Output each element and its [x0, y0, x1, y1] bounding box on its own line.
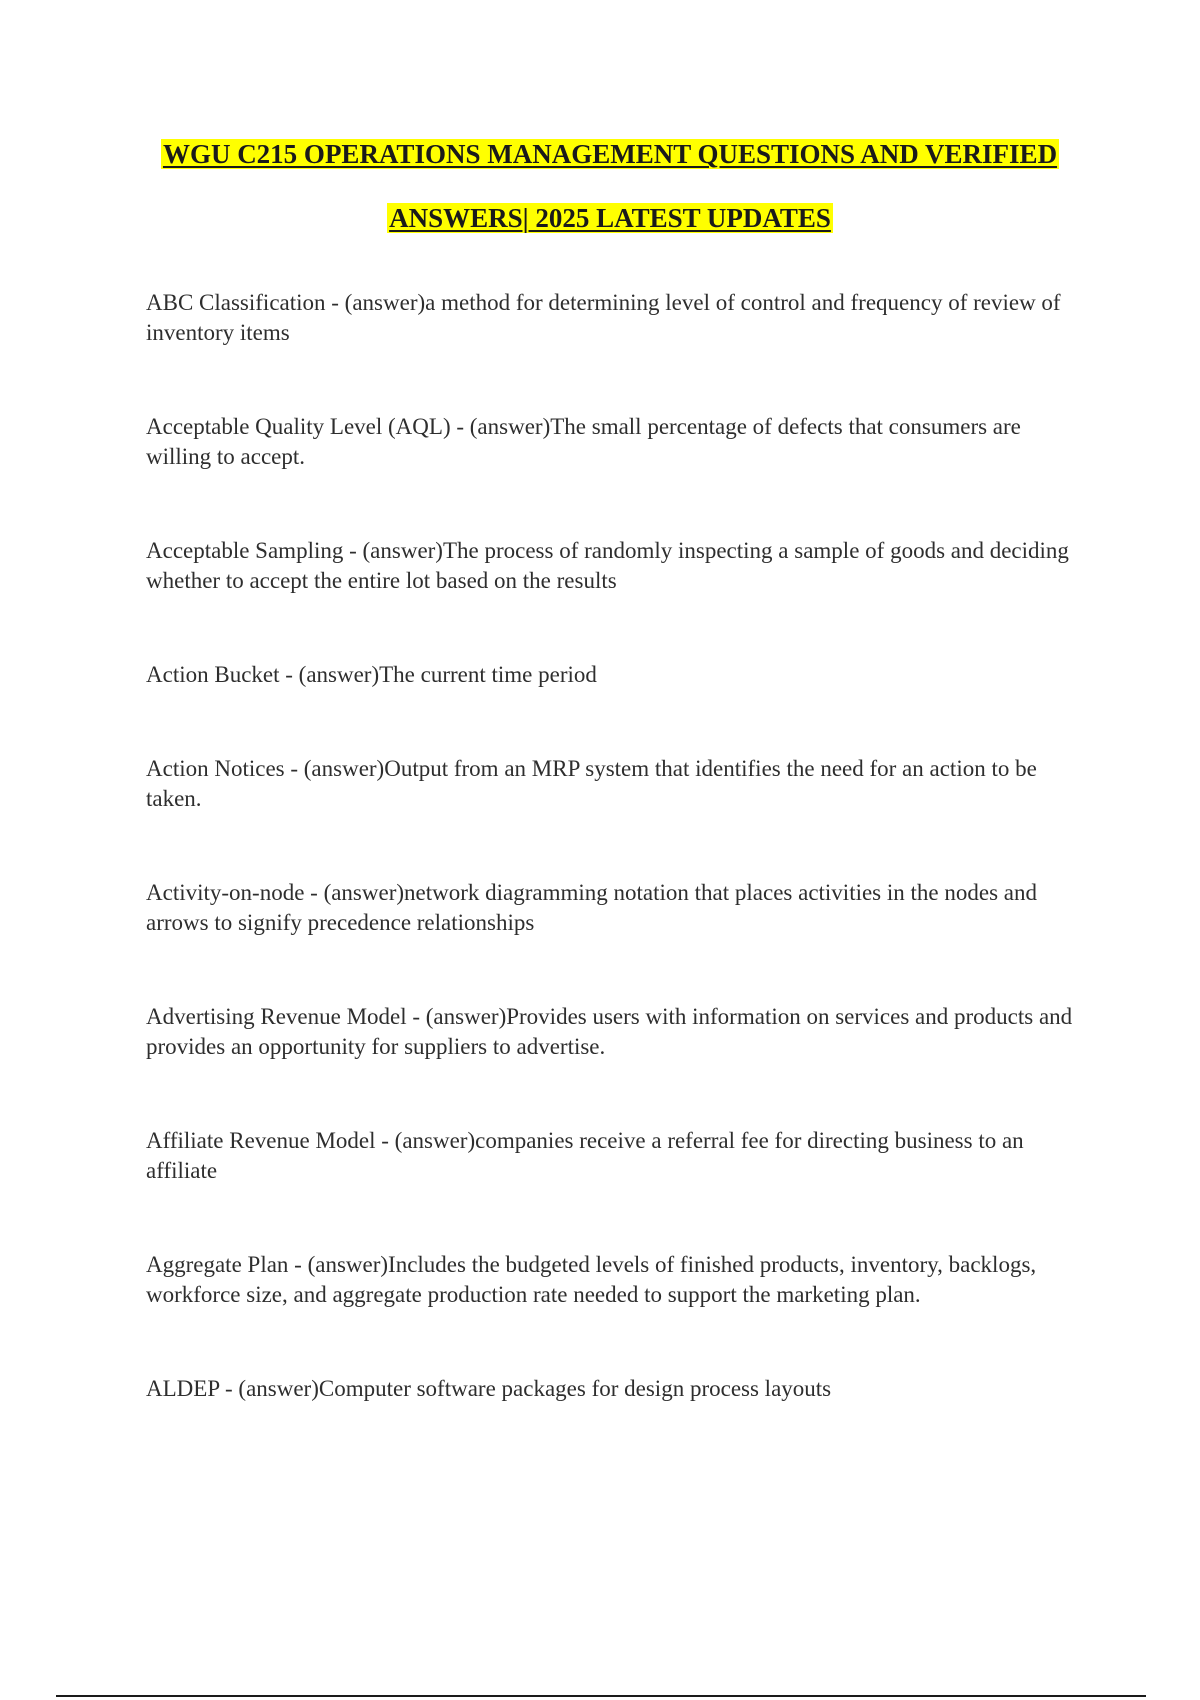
title-line-2	[130, 202, 1090, 234]
definition-entry: ABC Classification - (answer)a method for determining level of control and frequency of review of inventory items	[146, 290, 1061, 345]
definition-entry: Advertising Revenue Model - (answer)Provides users with information on services and products and provides an opportunity for suppliers to advertise.	[146, 1004, 1073, 1059]
footer-divider	[56, 1695, 1146, 1697]
definition-entry: ALDEP - (answer)Computer software packages for design process layouts	[146, 1376, 832, 1401]
title-line-1-text: WGU C215 OPERATIONS MANAGEMENT QUESTIONS AND VERIFIED	[162, 139, 1058, 169]
definition-entry: Acceptable Quality Level (AQL) - (answer)The small percentage of defects that consumers are willing to accept.	[146, 414, 1021, 469]
definition-entry: Action Notices - (answer)Output from an MRP system that identifies the need for an action to be taken.	[146, 756, 1037, 811]
definition-entry: Acceptable Sampling - (answer)The process of randomly inspecting a sample of goods and deciding whether to accept the entire lot based on the results	[146, 538, 1069, 593]
title-line-1	[130, 138, 1090, 170]
title-line-2-text: ANSWERS| 2025 LATEST UPDATES	[389, 203, 831, 233]
definition-entry: Activity-on-node - (answer)network diagramming notation that places activities in the nodes and arrows to signify precedence relationships	[146, 880, 1037, 935]
definition-entry: Action Bucket - (answer)The current time period	[146, 662, 597, 687]
definition-list	[146, 288, 1086, 1404]
definition-entry: Affiliate Revenue Model - (answer)companies receive a referral fee for directing business to an affiliate	[146, 1128, 1024, 1183]
document-title	[130, 138, 1090, 234]
definition-entry: Aggregate Plan - (answer)Includes the budgeted levels of finished products, inventory, backlogs, workforce size, and aggregate production rate needed to support the marketing plan.	[146, 1252, 1037, 1307]
